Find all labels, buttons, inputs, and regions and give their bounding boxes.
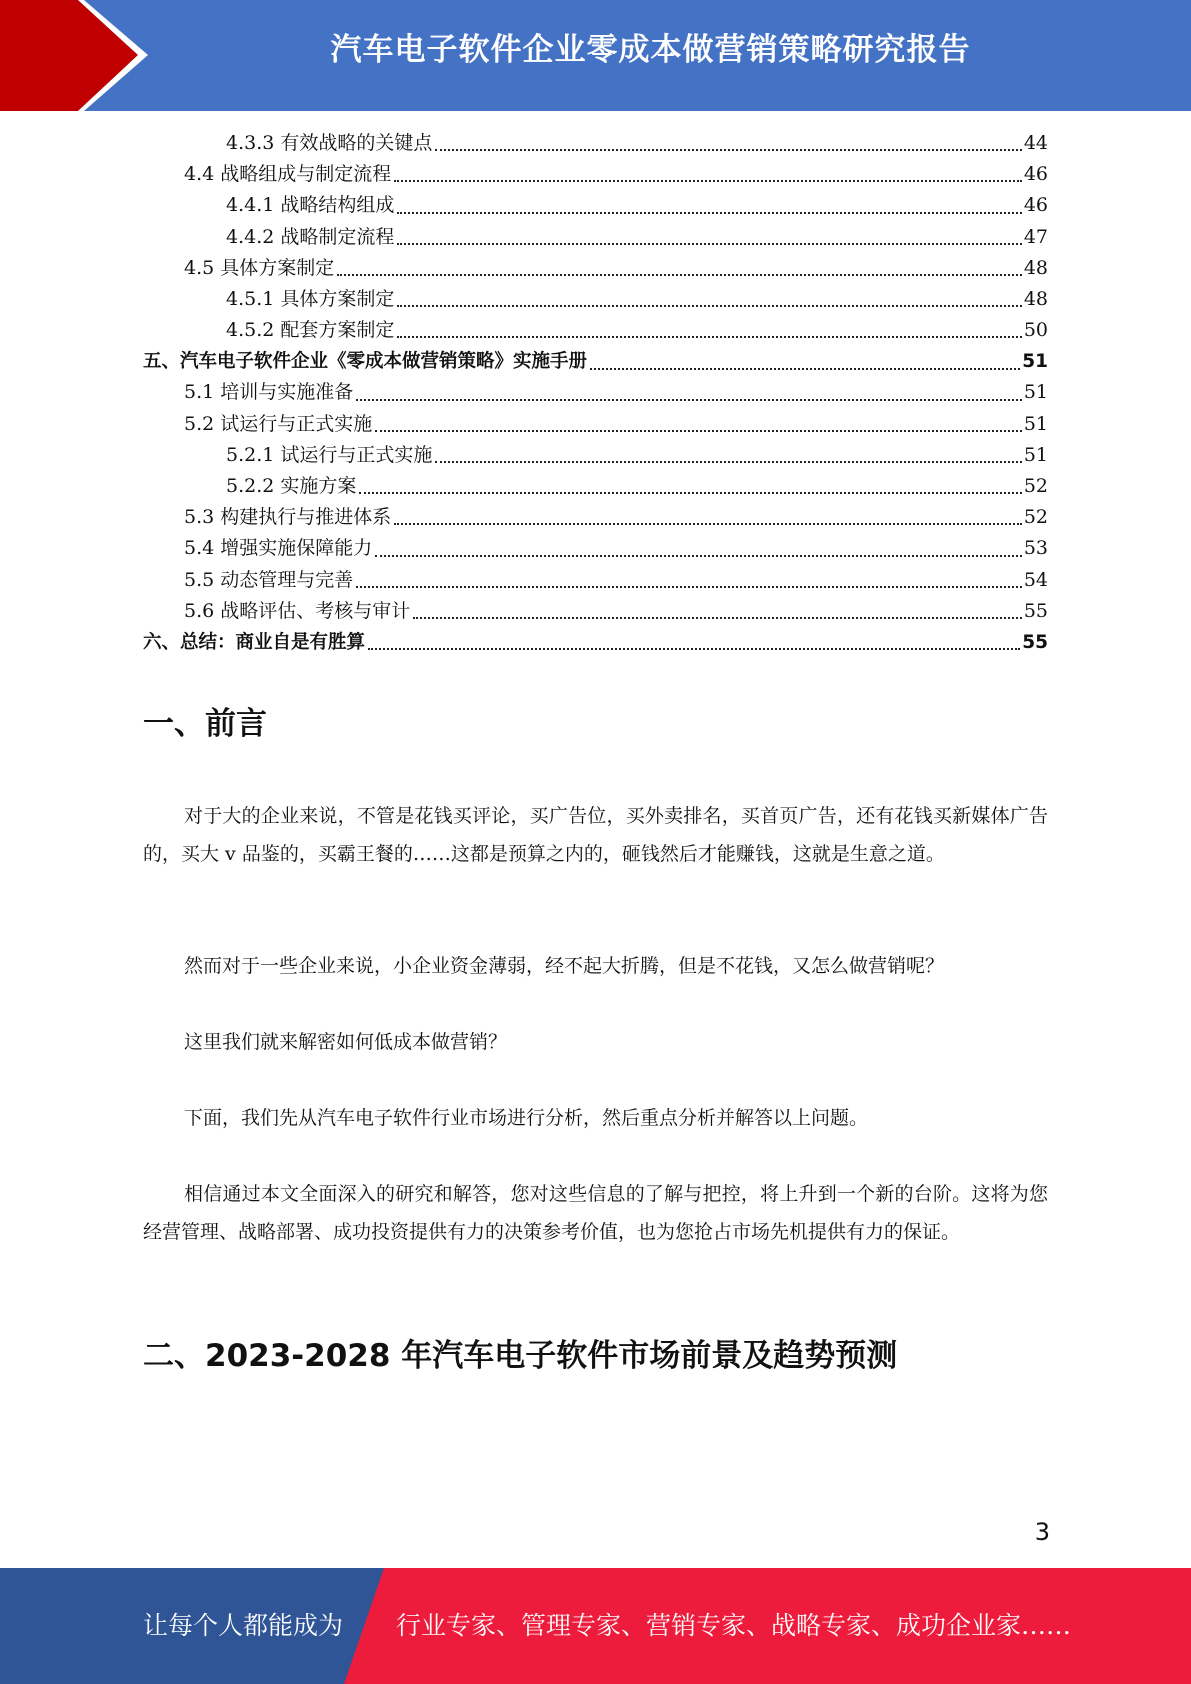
- preface-paragraph: 这里我们就来解密如何低成本做营销？: [184, 1031, 508, 1053]
- toc-entry[interactable]: [143, 284, 1048, 315]
- toc-entry[interactable]: [143, 409, 1048, 440]
- toc-entry[interactable]: [143, 190, 1048, 221]
- page-footer: [0, 1568, 1191, 1684]
- toc-dot-leader: [337, 274, 1022, 276]
- preface-paragraph: 然而对于一些企业来说，小企业资金薄弱，经不起大折腾，但是不花钱，又怎么做营销呢？: [184, 955, 945, 977]
- toc-entry[interactable]: [143, 315, 1048, 346]
- toc-entry-page: 53: [1023, 537, 1048, 560]
- page-number: 3: [1034, 1518, 1050, 1546]
- toc-entry[interactable]: [143, 565, 1048, 596]
- toc-entry[interactable]: [143, 159, 1048, 190]
- toc-entry[interactable]: [143, 346, 1048, 377]
- toc-entry-page: 51: [1023, 412, 1048, 435]
- toc-entry-label: 5.2 试运行与正式实施: [184, 412, 373, 435]
- preface-paragraph: 对于大的企业来说，不管是花钱买评论，买广告位，买外卖排名，买首页广告，还有花钱买新媒体广告的，买大 v 品鉴的，买霸王餐的……这都是预算之内的，砸钱然后才能赚钱，这就是生意之道。: [143, 805, 1048, 865]
- toc-entry-page: 55: [1023, 599, 1048, 622]
- toc-entry-label: 五、汽车电子软件企业《零成本做营销策略》实施手册: [143, 351, 588, 373]
- toc-dot-leader: [356, 399, 1022, 401]
- toc-entry-label: 4.5 具体方案制定: [184, 256, 335, 279]
- toc-dot-leader: [356, 586, 1022, 588]
- toc-dot-leader: [397, 212, 1021, 214]
- toc-entry-label: 4.4 战略组成与制定流程: [184, 163, 392, 186]
- toc-entry-page: 51: [1023, 443, 1048, 466]
- toc-dot-leader: [359, 492, 1021, 494]
- toc-dot-leader: [375, 555, 1022, 557]
- toc-entry[interactable]: [143, 128, 1048, 159]
- red-arrow-shape: [0, 0, 138, 111]
- toc-entry-label: 5.5 动态管理与完善: [184, 568, 354, 591]
- toc-dot-leader: [590, 368, 1020, 370]
- toc-entry[interactable]: [143, 253, 1048, 284]
- toc-entry-page: 48: [1023, 256, 1048, 279]
- toc-dot-leader: [394, 180, 1022, 182]
- toc-dot-leader: [397, 336, 1021, 338]
- toc-entry[interactable]: [143, 440, 1048, 471]
- toc-entry-label: 六、总结：商业自是有胜算: [143, 631, 366, 653]
- toc-dot-leader: [375, 430, 1022, 432]
- toc-entry-page: 47: [1023, 225, 1048, 248]
- toc-entry[interactable]: [143, 596, 1048, 627]
- toc-entry-page: 51: [1023, 381, 1048, 404]
- toc-entry-page: 46: [1023, 194, 1048, 217]
- toc-dot-leader: [394, 523, 1022, 525]
- toc-entry-label: 4.5.2 配套方案制定: [226, 319, 395, 342]
- toc-entry[interactable]: [143, 378, 1048, 409]
- toc-dot-leader: [397, 243, 1021, 245]
- toc-entry-page: 51: [1022, 351, 1048, 373]
- toc-dot-leader: [435, 149, 1021, 151]
- toc-entry[interactable]: [143, 502, 1048, 533]
- toc-entry[interactable]: [143, 533, 1048, 564]
- toc-entry[interactable]: [143, 471, 1048, 502]
- toc-entry-label: 5.3 构建执行与推进体系: [184, 506, 392, 529]
- toc-entry[interactable]: [143, 627, 1048, 658]
- toc-entry-label: 5.2.2 实施方案: [226, 475, 357, 498]
- toc-dot-leader: [368, 648, 1020, 650]
- page-header: [0, 0, 1191, 111]
- footer-slogan-right: 行业专家、管理专家、营销专家、战略专家、成功企业家……: [396, 1611, 1072, 1640]
- toc-entry-label: 4.5.1 具体方案制定: [226, 287, 395, 310]
- toc-dot-leader: [435, 461, 1021, 463]
- toc-entry-label: 4.3.3 有效战略的关键点: [226, 131, 433, 154]
- toc-entry-page: 54: [1023, 568, 1048, 591]
- toc-entry-label: 5.6 战略评估、考核与审计: [184, 599, 411, 622]
- toc-entry-page: 55: [1022, 631, 1048, 653]
- section-heading-market-forecast: 二、2023-2028 年汽车电子软件市场前景及趋势预测: [143, 1338, 898, 1374]
- preface-paragraph: 相信通过本文全面深入的研究和解答，您对这些信息的了解与把控，将上升到一个新的台阶。这将为您经营管理、战略部署、成功投资提供有力的决策参考价值，也为您抢占市场先机提供有力的保证。: [143, 1183, 1048, 1243]
- toc-entry-page: 50: [1023, 319, 1048, 342]
- toc-entry-label: 5.4 增强实施保障能力: [184, 537, 373, 560]
- preface-paragraph: 下面，我们先从汽车电子软件行业市场进行分析，然后重点分析并解答以上问题。: [184, 1107, 869, 1129]
- toc-dot-leader: [397, 305, 1021, 307]
- toc-entry[interactable]: [143, 222, 1048, 253]
- header-title: 汽车电子软件企业零成本做营销策略研究报告: [330, 32, 971, 68]
- toc-entry-page: 46: [1023, 163, 1048, 186]
- toc-entry-page: 52: [1023, 475, 1048, 498]
- footer-slogan-left: 让每个人都能成为: [143, 1611, 344, 1640]
- section-heading-preface: 一、前言: [143, 706, 267, 742]
- toc-entry-label: 5.1 培训与实施准备: [184, 381, 354, 404]
- toc-entry-page: 52: [1023, 506, 1048, 529]
- toc-entry-label: 4.4.2 战略制定流程: [226, 225, 395, 248]
- toc-entry-page: 44: [1023, 131, 1048, 154]
- toc-entry-label: 5.2.1 试运行与正式实施: [226, 443, 433, 466]
- toc-entry-label: 4.4.1 战略结构组成: [226, 194, 395, 217]
- table-of-contents: [143, 128, 1048, 658]
- toc-dot-leader: [413, 617, 1022, 619]
- toc-entry-page: 48: [1023, 287, 1048, 310]
